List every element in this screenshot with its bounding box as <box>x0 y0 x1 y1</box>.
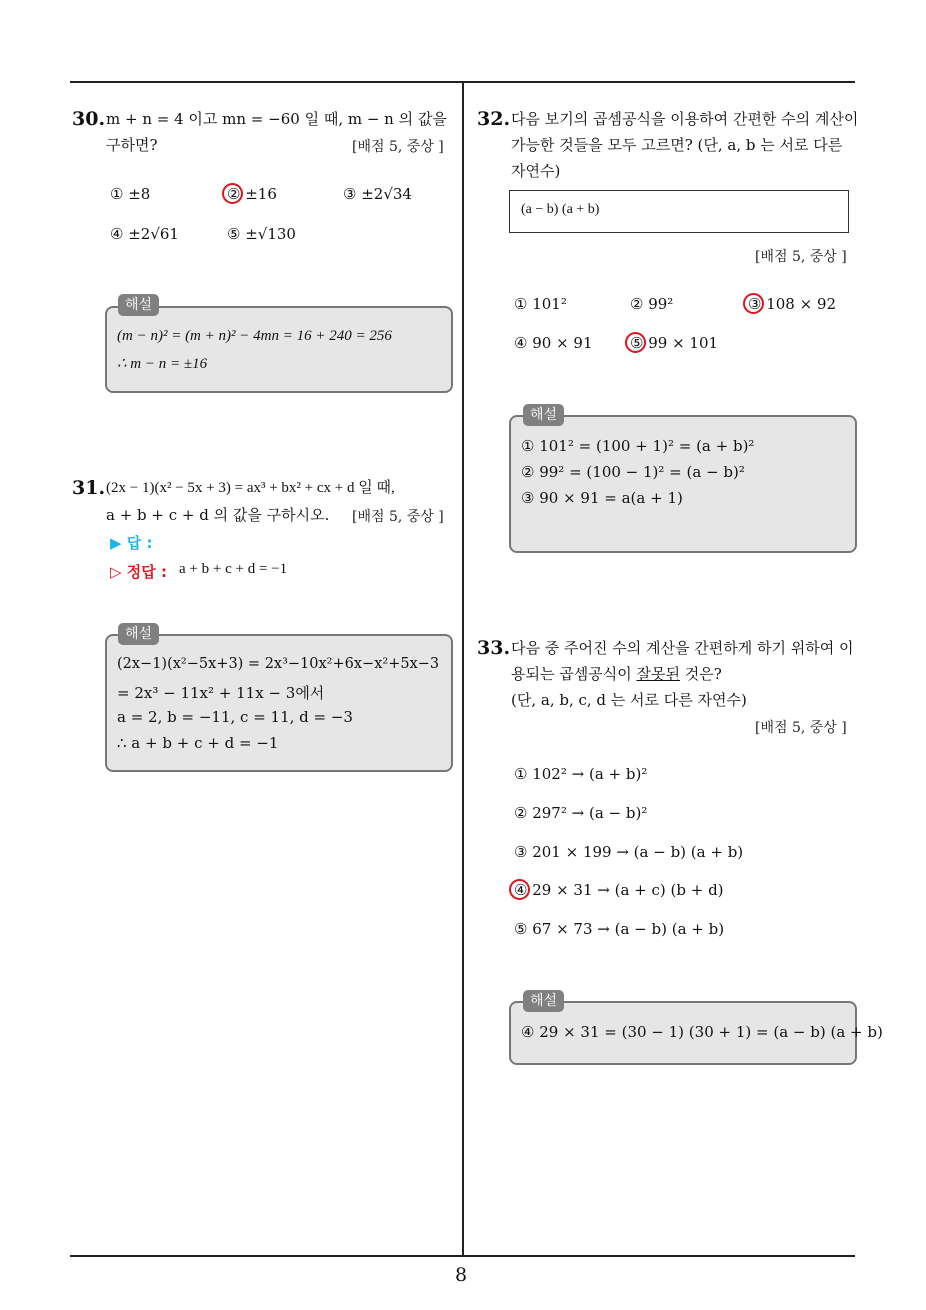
q32-solution-line1: ① 101² = (100 + 1)² = (a + b)² <box>521 437 755 455</box>
q32-stem-line3: 자연수) <box>511 162 561 180</box>
q33-option-2[interactable]: ② 297² → (a − b)² <box>514 804 648 822</box>
q31-solution-line2: = 2x³ − 11x² + 11x − 3에서 <box>117 684 325 702</box>
q31-stem-line1: (2x − 1)(x² − 5x + 3) = ax³ + bx² + cx + d 일 때, <box>106 480 395 496</box>
q31-meta: [배점 5, 중상 ] <box>352 509 444 525</box>
q30-stem-line1: m + n = 4 이고 mn = −60 일 때, m − n 의 값을 <box>106 110 447 128</box>
q33-stem-line1: 다음 중 주어진 수의 계산을 간편하게 하기 위하여 이 <box>511 639 854 657</box>
q31-solution-line3: a = 2, b = −11, c = 11, d = −3 <box>117 708 353 726</box>
q31-number: 31. <box>72 477 106 499</box>
q33-solution-tag: 해설 <box>523 990 564 1012</box>
q32-number: 32. <box>477 108 511 130</box>
q32-option-3[interactable]: ③ 108 × 92 <box>748 295 837 313</box>
q33-selected-circle <box>509 879 530 900</box>
q33-meta: [배점 5, 중상 ] <box>755 720 847 736</box>
q33-stem-line2 <box>511 661 722 688</box>
q33-option-4[interactable]: ④ 29 × 31 → (a + c) (b + d) <box>514 881 724 899</box>
q32-solution-line3: ③ 90 × 91 = a(a + 1) <box>521 489 683 507</box>
q33-stem-line2-post: 것은? <box>679 665 722 683</box>
q30-option-4[interactable]: ④ ±2√61 <box>110 225 179 243</box>
q30-solution-box <box>105 306 453 393</box>
q33-option-1[interactable]: ① 102² → (a + b)² <box>514 765 648 783</box>
page-number: 8 <box>455 1264 468 1286</box>
q32-solution-tag: 해설 <box>523 404 564 426</box>
q33-option-5[interactable]: ⑤ 67 × 73 → (a − b) (a + b) <box>514 920 725 938</box>
q32-selected-circle-5 <box>625 332 646 353</box>
q30-option-3[interactable]: ③ ±2√34 <box>343 185 412 203</box>
q31-correct-label: ▷ 정답 : <box>110 563 167 581</box>
q33-number: 33. <box>477 637 511 659</box>
q31-solution-line4: ∴ a + b + c + d = −1 <box>117 734 279 752</box>
q30-solution-line1: (m − n)² = (m + n)² − 4mn = 16 + 240 = 256 <box>117 328 392 344</box>
q32-selected-circle-3 <box>743 293 764 314</box>
q32-meta: [배점 5, 중상 ] <box>755 249 847 265</box>
q32-solution-box <box>509 415 857 553</box>
q31-solution-tag: 해설 <box>118 623 159 645</box>
q32-option-1[interactable]: ① 101² <box>514 295 567 313</box>
q33-stem-underlined: 잘못된 <box>636 665 680 683</box>
q30-number: 30. <box>72 108 106 130</box>
q33-stem-line3: (단, a, b, c, d 는 서로 다른 자연수) <box>511 691 747 709</box>
q32-option-2[interactable]: ② 99² <box>630 295 674 313</box>
bottom-rule <box>70 1255 855 1257</box>
q32-option-4[interactable]: ④ 90 × 91 <box>514 334 593 352</box>
q30-stem-line2: 구하면? <box>106 136 158 154</box>
q30-selected-circle <box>222 183 243 204</box>
q32-solution-line2: ② 99² = (100 − 1)² = (a − b)² <box>521 463 745 481</box>
q30-meta: [배점 5, 중상 ] <box>352 139 444 155</box>
column-divider <box>462 81 464 1256</box>
q30-option-2[interactable]: ② ±16 <box>227 185 277 203</box>
q33-solution-line1: ④ 29 × 31 = (30 − 1) (30 + 1) = (a − b) (a + b) <box>521 1023 883 1041</box>
q32-stem-line1: 다음 보기의 곱셈공식을 이용하여 간편한 수의 계산이 <box>511 110 859 128</box>
q32-formula: (a − b) (a + b) <box>521 202 600 217</box>
q31-solution-line1: (2x−1)(x²−5x+3) = 2x³−10x²+6x−x²+5x−3 <box>117 656 440 672</box>
q33-option-3[interactable]: ③ 201 × 199 → (a − b) (a + b) <box>514 843 744 861</box>
q31-answer-label: ▶ 답 : <box>110 534 153 552</box>
q31-stem-line2: a + b + c + d 의 값을 구하시오. <box>106 506 330 524</box>
q30-solution-tag: 해설 <box>118 294 159 316</box>
q33-stem-line2-pre: 용되는 곱셈공식이 <box>511 665 637 683</box>
q32-option-5[interactable]: ⑤ 99 × 101 <box>630 334 719 352</box>
q30-solution-line2: ∴ m − n = ±16 <box>117 356 208 372</box>
q32-stem-line2: 가능한 것들을 모두 고르면? (단, a, b 는 서로 다른 <box>511 136 843 154</box>
q30-option-1[interactable]: ① ±8 <box>110 185 151 203</box>
q30-option-5[interactable]: ⑤ ±√130 <box>227 225 296 243</box>
q31-correct-value: a + b + c + d = −1 <box>179 561 288 577</box>
